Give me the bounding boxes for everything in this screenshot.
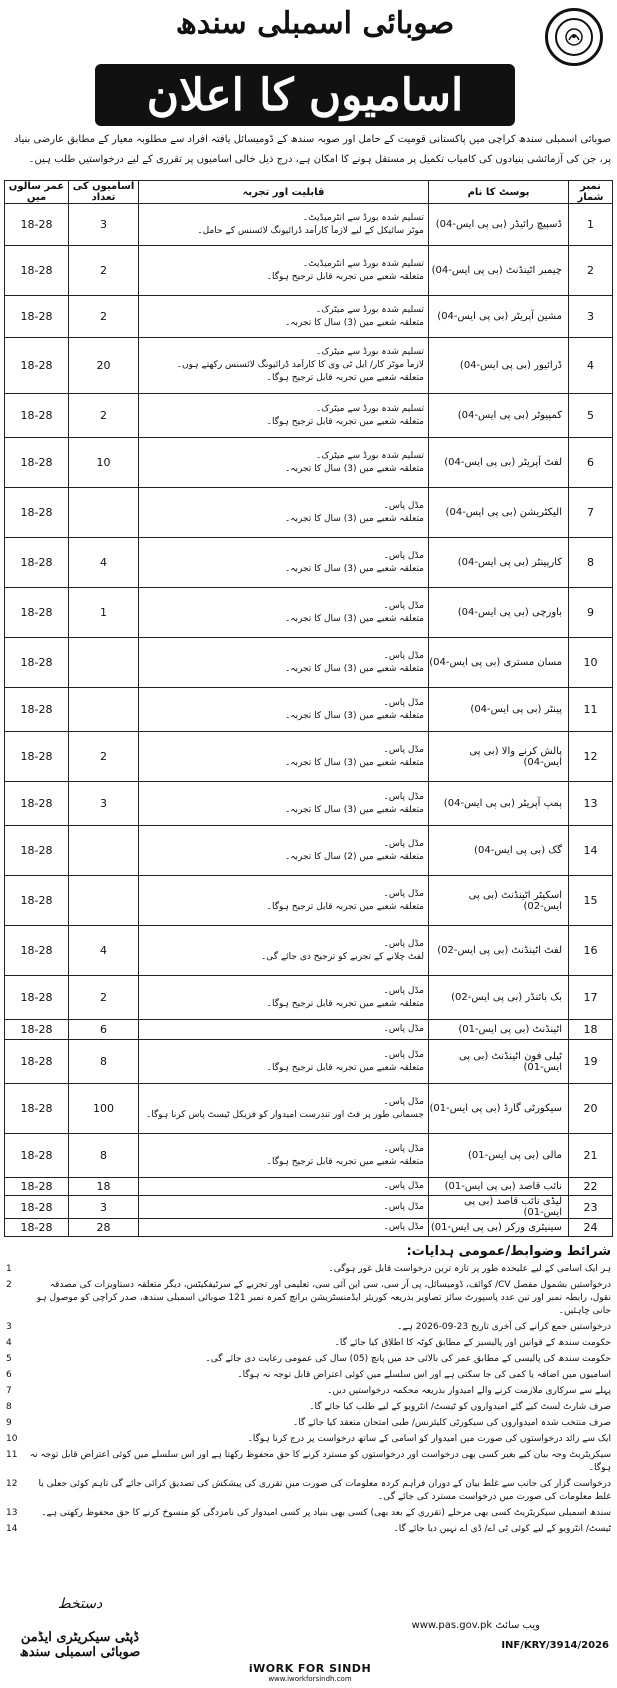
qualification-line: متعلقہ شعبے میں (3) سال کا تجربہ۔	[284, 613, 424, 624]
cell-age: 18-28	[5, 488, 69, 538]
cell-qualification	[139, 1040, 429, 1084]
cell-serial: 21	[569, 1134, 613, 1178]
cell-qualification	[139, 488, 429, 538]
term-number: 14	[6, 1524, 18, 1534]
cell-age: 18-28	[5, 1134, 69, 1178]
term-text: درخواستیں جمع کرانے کی آخری تاریخ 23-09-2026 ہے۔	[397, 1322, 611, 1332]
cell-qualification	[139, 732, 429, 782]
qualification-line: متعلقہ شعبے میں تجربہ قابل ترجیح ہوگا۔	[266, 416, 424, 427]
cell-post-name: اسکیٹر اٹینڈنٹ (بی پی ایس-02)	[429, 876, 569, 926]
qualification-line: تسلیم شدہ بورڈ سے میٹرک۔	[315, 347, 424, 357]
list-item	[6, 1385, 611, 1398]
term-text: حکومت سندھ کے قوانین اور پالیسیز کے مطابق کوٹہ کا اطلاق کیا جائے گا۔	[334, 1338, 611, 1348]
signature-mark: دستخط	[57, 1596, 103, 1612]
seal-inner-icon	[555, 18, 593, 56]
cell-serial: 11	[569, 688, 613, 732]
list-item	[6, 1279, 611, 1318]
table-row	[5, 732, 613, 782]
table-header-row	[5, 181, 613, 204]
table-row	[5, 1040, 613, 1084]
qualification-line: لفٹ چلانے کے تجربے کو ترجیح دی جائے گی۔	[260, 951, 424, 962]
cell-vacancies: 2	[69, 394, 139, 438]
cell-age: 18-28	[5, 782, 69, 826]
qualification-line: لازماً موٹر کار/ ایل ٹی وی کا کارآمد ڈرائیونگ لائسنس رکھتے ہوں۔	[176, 360, 424, 370]
qualification-line: متعلقہ شعبے میں تجربہ قابل ترجیح ہوگا۔	[266, 373, 424, 383]
cell-qualification	[139, 688, 429, 732]
cell-age: 18-28	[5, 638, 69, 688]
cell-post-name: لیڈی نائب قاصد (بی پی ایس-01)	[429, 1196, 569, 1219]
qualification-line: تسلیم شدہ بورڈ سے میٹرک۔	[315, 450, 424, 461]
cell-serial: 17	[569, 976, 613, 1020]
cell-post-name: نائب قاصد (بی پی ایس-01)	[429, 1178, 569, 1196]
cell-serial: 7	[569, 488, 613, 538]
cell-serial: 20	[569, 1084, 613, 1134]
list-item	[6, 1321, 611, 1334]
term-text: صرف شارٹ لسٹ کیے گئے امیدواروں کو ٹیسٹ/ انٹرویو کے لیے طلب کیا جائے گا۔	[309, 1402, 611, 1412]
term-text: ایک سے زائد درخواستوں کی صورت میں امیدوار کو اسامی کے ساتھ درخواست پر درج کرنا ہوگا۔	[247, 1434, 611, 1444]
cell-serial: 6	[569, 438, 613, 488]
table-row	[5, 1134, 613, 1178]
cell-qualification	[139, 782, 429, 826]
cell-vacancies: 28	[69, 1219, 139, 1237]
qualification-line: مڈل پاس۔	[383, 838, 424, 849]
table-row	[5, 638, 613, 688]
cell-age: 18-28	[5, 1178, 69, 1196]
cell-vacancies: 3	[69, 204, 139, 246]
cell-qualification	[139, 204, 429, 246]
cell-post-name: پینٹر (بی پی ایس-04)	[429, 688, 569, 732]
signatory-designation: ڈپٹی سیکریٹری ایڈمن	[20, 1630, 140, 1645]
qualification-line: متعلقہ شعبے میں (3) سال کا تجربہ۔	[284, 663, 424, 674]
table-row	[5, 246, 613, 296]
cell-serial: 9	[569, 588, 613, 638]
term-text: درخواستیں بشمول مفصل CV/ کوائف، ڈومیسائل، پی آر سی، سی این آئی سی، تعلیمی اور تجربے کے سرٹیفکیٹس، دیگر متعلقہ دستاویزات کی مصدقہ نقول، رابطہ نمبر اور تین عدد پاسپورٹ سائز تصاویر بذریعہ کوریئر ایڈمنسٹریشن برانچ کمرہ نمبر 121 صوبائی اسمبلی سندھ، صدر کراچی کو موصول ہو جانی چاہئیں۔	[36, 1280, 611, 1316]
qualification-line: متعلقہ شعبے میں (3) سال کا تجربہ۔	[284, 563, 424, 574]
website-link[interactable]: ویب سائٹ www.pas.gov.pk	[411, 1620, 540, 1631]
list-item	[6, 1369, 611, 1382]
cell-serial: 5	[569, 394, 613, 438]
term-text: ٹیسٹ/ انٹرویو کے لیے کوئی ٹی اے/ ڈی اے نہیں دیا جائے گا۔	[393, 1524, 611, 1534]
cell-qualification	[139, 1178, 429, 1196]
cell-serial: 16	[569, 926, 613, 976]
cell-vacancies: 18	[69, 1178, 139, 1196]
cell-qualification	[139, 438, 429, 488]
term-number: 13	[6, 1508, 18, 1518]
qualification-line: متعلقہ شعبے میں (2) سال کا تجربہ۔	[284, 851, 424, 862]
terms-title: شرائط وضوابط/عمومی ہدایات:	[406, 1244, 611, 1259]
term-number: 6	[6, 1370, 12, 1380]
qualification-line: متعلقہ شعبے میں (3) سال کا تجربہ۔	[284, 463, 424, 474]
cell-age: 18-28	[5, 826, 69, 876]
qualification-line: مڈل پاس۔	[383, 550, 424, 561]
cell-age: 18-28	[5, 1084, 69, 1134]
cell-age: 18-28	[5, 1020, 69, 1040]
cell-age: 18-28	[5, 538, 69, 588]
term-number: 8	[6, 1402, 12, 1412]
cell-qualification	[139, 338, 429, 394]
cell-serial: 13	[569, 782, 613, 826]
announcement-banner: اسامیوں کا اعلان	[95, 64, 515, 126]
term-number: 3	[6, 1322, 12, 1332]
cell-qualification	[139, 1020, 429, 1040]
cell-serial: 14	[569, 826, 613, 876]
cell-post-name: باورچی (بی پی ایس-04)	[429, 588, 569, 638]
cell-post-name: بک بائنڈر (بی پی ایس-02)	[429, 976, 569, 1020]
cell-age: 18-28	[5, 394, 69, 438]
list-item	[6, 1507, 611, 1520]
table-row	[5, 394, 613, 438]
table-row	[5, 688, 613, 732]
cell-age: 18-28	[5, 338, 69, 394]
cell-qualification	[139, 1134, 429, 1178]
cell-age: 18-28	[5, 926, 69, 976]
term-text: ہر ایک اسامی کے لیے علیحدہ طور پر تازہ ترین درخواست قابل غور ہوگی۔	[328, 1264, 611, 1274]
list-item	[6, 1433, 611, 1446]
cell-post-name: مسان مستری (بی پی ایس-04)	[429, 638, 569, 688]
term-number: 9	[6, 1418, 12, 1428]
cell-age: 18-28	[5, 1040, 69, 1084]
table-row	[5, 1219, 613, 1237]
qualification-line: مڈل پاس۔	[383, 744, 424, 755]
cell-qualification	[139, 976, 429, 1020]
qualification-line: مڈل پاس۔	[383, 500, 424, 511]
qualification-line: متعلقہ شعبے میں (3) سال کا تجربہ۔	[284, 757, 424, 768]
qualification-line: مڈل پاس۔	[383, 791, 424, 802]
cell-qualification	[139, 246, 429, 296]
cell-post-name: گک (بی پی ایس-04)	[429, 826, 569, 876]
cell-serial: 3	[569, 296, 613, 338]
cell-post-name: پالش کرنے والا (بی پی ایس-04)	[429, 732, 569, 782]
cell-vacancies: 4	[69, 538, 139, 588]
seal-emblem-icon	[563, 26, 585, 48]
cell-qualification	[139, 296, 429, 338]
cell-post-name: کمپیوٹر (بی پی ایس-04)	[429, 394, 569, 438]
cell-age: 18-28	[5, 438, 69, 488]
cell-serial: 8	[569, 538, 613, 588]
qualification-line: متعلقہ شعبے میں تجربہ قابل ترجیح ہوگا۔	[266, 271, 424, 282]
term-text: صرف منتخب شدہ امیدواروں کی سیکورٹی کلیئرنس/ طبی امتحان منعقد کیا جائے گا۔	[292, 1418, 611, 1428]
brand-name: iWORK FOR SINDH	[248, 1662, 372, 1675]
cell-age: 18-28	[5, 876, 69, 926]
term-number: 2	[6, 1280, 12, 1290]
cell-qualification	[139, 588, 429, 638]
cell-vacancies: 20	[69, 338, 139, 394]
cell-qualification	[139, 876, 429, 926]
table-row	[5, 976, 613, 1020]
cell-vacancies	[69, 688, 139, 732]
cell-vacancies	[69, 638, 139, 688]
cell-serial: 24	[569, 1219, 613, 1237]
cell-post-name: ڈرائیور (بی پی ایس-04)	[429, 338, 569, 394]
table-row	[5, 588, 613, 638]
cell-age: 18-28	[5, 1196, 69, 1219]
table-row	[5, 438, 613, 488]
table-row	[5, 1084, 613, 1134]
cell-age: 18-28	[5, 1219, 69, 1237]
qualification-line: مڈل پاس۔	[383, 985, 424, 996]
qualification-line: مڈل پاس۔	[383, 1222, 424, 1232]
cell-qualification	[139, 1219, 429, 1237]
cell-vacancies	[69, 876, 139, 926]
qualification-line: مڈل پاس۔	[383, 1024, 424, 1034]
reference-number: INF/KRY/3914/2026	[501, 1640, 609, 1651]
signature-block	[10, 1596, 150, 1660]
qualification-line: متعلقہ شعبے میں (3) سال کا تجربہ۔	[284, 804, 424, 815]
cell-post-name: چیمبر اٹینڈنٹ (بی پی ایس-04)	[429, 246, 569, 296]
cell-age: 18-28	[5, 204, 69, 246]
cell-vacancies: 2	[69, 976, 139, 1020]
cell-post-name: ٹیلی فون اٹینڈنٹ (بی پی ایس-01)	[429, 1040, 569, 1084]
table-row	[5, 1196, 613, 1219]
cell-qualification	[139, 826, 429, 876]
cell-vacancies: 2	[69, 296, 139, 338]
qualification-line: مڈل پاس۔	[383, 1143, 424, 1154]
term-number: 10	[6, 1434, 18, 1444]
qualification-line: مڈل پاس۔	[383, 1181, 424, 1191]
cell-post-name: لفٹ آپریٹر (بی پی ایس-04)	[429, 438, 569, 488]
table-row	[5, 296, 613, 338]
table-row	[5, 782, 613, 826]
cell-vacancies: 2	[69, 732, 139, 782]
cell-post-name: پمپ آپریٹر (بی پی ایس-04)	[429, 782, 569, 826]
cell-post-name: کارپینٹر (بی پی ایس-04)	[429, 538, 569, 588]
qualification-line: مڈل پاس۔	[383, 697, 424, 708]
cell-post-name: ڈسپیچ رائیڈر (بی پی ایس-04)	[429, 204, 569, 246]
table-row	[5, 538, 613, 588]
qualification-line: مڈل پاس۔	[383, 938, 424, 949]
term-number: 4	[6, 1338, 12, 1348]
qualification-line: مڈل پاس۔	[383, 888, 424, 899]
list-item	[6, 1417, 611, 1430]
table-row	[5, 204, 613, 246]
cell-qualification	[139, 1084, 429, 1134]
table-row	[5, 826, 613, 876]
term-text: حکومت سندھ کی پالیسی کے مطابق عمر کی بالائی حد میں پانچ (05) سال کی عمومی رعایت دی جائے گی۔	[205, 1354, 611, 1364]
cell-serial: 1	[569, 204, 613, 246]
assembly-title: صوبائی اسمبلی سندھ	[175, 6, 455, 41]
term-number: 5	[6, 1354, 12, 1364]
cell-post-name: مالی (بی پی ایس-01)	[429, 1134, 569, 1178]
cell-vacancies	[69, 826, 139, 876]
qualification-line: مڈل پاس۔	[383, 1049, 424, 1060]
qualification-line: مڈل پاس۔	[383, 1201, 424, 1212]
cell-age: 18-28	[5, 246, 69, 296]
cell-post-name: سینیٹری ورکر (بی پی ایس-01)	[429, 1219, 569, 1237]
table-row	[5, 338, 613, 394]
table-row	[5, 488, 613, 538]
cell-vacancies: 100	[69, 1084, 139, 1134]
cell-age: 18-28	[5, 588, 69, 638]
brand-watermark	[230, 1662, 390, 1683]
qualification-line: تسلیم شدہ بورڈ سے انٹرمیڈیٹ۔	[302, 258, 424, 269]
cell-post-name: الیکٹریشن (بی پی ایس-04)	[429, 488, 569, 538]
cell-vacancies	[69, 488, 139, 538]
header-qualification: قابلیت اور تجربہ	[139, 181, 429, 204]
qualification-line: جسمانی طور پر فٹ اور تندرست امیدوار کو فزیکل ٹیسٹ پاس کرنا ہوگا۔	[146, 1109, 424, 1120]
qualification-line: متعلقہ شعبے میں تجربہ قابل ترجیح ہوگا۔	[266, 901, 424, 912]
table-row	[5, 1178, 613, 1196]
cell-vacancies: 4	[69, 926, 139, 976]
table-row	[5, 876, 613, 926]
cell-serial: 19	[569, 1040, 613, 1084]
cell-serial: 2	[569, 246, 613, 296]
list-item	[6, 1523, 611, 1536]
brand-url[interactable]: www.iworkforsindh.com	[268, 1675, 352, 1683]
table-row	[5, 1020, 613, 1040]
terms-list	[6, 1263, 611, 1536]
qualification-line: مڈل پاس۔	[383, 650, 424, 661]
qualification-line: تسلیم شدہ بورڈ سے میٹرک۔	[315, 304, 424, 315]
cell-vacancies: 6	[69, 1020, 139, 1040]
cell-serial: 4	[569, 338, 613, 394]
cell-post-name: مشین آپریٹر (بی پی ایس-04)	[429, 296, 569, 338]
cell-age: 18-28	[5, 732, 69, 782]
term-text: سیکریٹریٹ وجہ بیان کیے بغیر کسی بھی درخواست اور درخواستوں کو مسترد کرنے کا حق محفوظ رکھتا ہے اور اس سلسلے میں کوئی اعتراض قابل توجہ نہ ہوگا۔	[29, 1450, 611, 1473]
qualification-line: متعلقہ شعبے میں (3) سال کا تجربہ۔	[284, 710, 424, 721]
cell-vacancies: 2	[69, 246, 139, 296]
cell-qualification	[139, 638, 429, 688]
list-item	[6, 1353, 611, 1366]
qualification-line: مڈل پاس۔	[383, 1096, 424, 1107]
header-vacancies: اسامیوں کی تعداد	[69, 181, 139, 204]
cell-post-name: لفٹ اٹینڈنٹ (بی پی ایس-02)	[429, 926, 569, 976]
cell-serial: 15	[569, 876, 613, 926]
qualification-line: متعلقہ شعبے میں تجربہ قابل ترجیح ہوگا۔	[266, 998, 424, 1009]
cell-vacancies: 8	[69, 1040, 139, 1084]
term-number: 11	[6, 1450, 18, 1460]
cell-qualification	[139, 538, 429, 588]
cell-vacancies: 1	[69, 588, 139, 638]
qualification-line: مڈل پاس۔	[383, 600, 424, 611]
cell-vacancies: 8	[69, 1134, 139, 1178]
list-item	[6, 1337, 611, 1350]
cell-vacancies: 10	[69, 438, 139, 488]
cell-age: 18-28	[5, 976, 69, 1020]
cell-serial: 12	[569, 732, 613, 782]
list-item	[6, 1449, 611, 1475]
vacancies-table	[4, 180, 613, 1237]
vacancies-table-body	[5, 204, 613, 1237]
term-text: اسامیوں میں اضافہ یا کمی کی جا سکتی ہے اور اس سلسلے میں کوئی اعتراض قابل توجہ نہ ہوگا۔	[237, 1370, 611, 1380]
intro-paragraph: صوبائی اسمبلی سندھ کراچی میں پاکستانی قومیت کے حامل اور صوبہ سندھ کے ڈومیسائل یافتہ افراد سے مطلوبہ معیار کے مطابق عارضی بنیاد پر، جن کی آزمائشی بنیادوں کی کامیاب تکمیل پر مستقل ہونے کا امکان ہے، درج ذیل خالی اسامیوں پر تقرری کے لیے درخواستیں طلب ہیں۔	[13, 134, 611, 165]
cell-vacancies: 3	[69, 1196, 139, 1219]
terms-section	[6, 1244, 611, 1539]
cell-serial: 10	[569, 638, 613, 688]
cell-qualification	[139, 394, 429, 438]
header-post-name: پوسٹ کا نام	[429, 181, 569, 204]
cell-qualification	[139, 1196, 429, 1219]
header-serial: نمبر شمار	[569, 181, 613, 204]
term-text: پہلے سے سرکاری ملازمت کرنے والے امیدوار بذریعہ محکمہ درخواستیں دیں۔	[327, 1386, 611, 1396]
table-row	[5, 926, 613, 976]
term-text: درخواست گزار کی جانب سے غلط بیان کے دوران فراہم کردہ معلومات کی صورت میں تقرری کی پیشکش کی تصدیق کرائی جائے گی تاہم کوئی جعلی یا غلط معلومات کی صورت میں درخواست مسترد کی جائے گی۔	[38, 1479, 611, 1502]
list-item	[6, 1401, 611, 1414]
cell-serial: 18	[569, 1020, 613, 1040]
cell-age: 18-28	[5, 296, 69, 338]
header-age: عمر سالوں میں	[5, 181, 69, 204]
header	[0, 0, 617, 128]
signatory-office: صوبائی اسمبلی سندھ	[19, 1645, 141, 1660]
term-text: سندھ اسمبلی سیکریٹریٹ کسی بھی مرحلے (تقرری کے بعد بھی) کسی بھی بنیاد پر کسی امیدوار کی نامزدگی کو منسوخ کرنے کا حق محفوظ رکھتی ہے۔	[41, 1508, 611, 1518]
qualification-line: متعلقہ شعبے میں (3) سال کا تجربہ۔	[284, 317, 424, 328]
qualification-line: متعلقہ شعبے میں تجربہ قابل ترجیح ہوگا۔	[266, 1156, 424, 1167]
qualification-line: متعلقہ شعبے میں (3) سال کا تجربہ۔	[284, 513, 424, 524]
cell-serial: 22	[569, 1178, 613, 1196]
cell-post-name: اٹینڈنٹ (بی پی ایس-01)	[429, 1020, 569, 1040]
list-item	[6, 1263, 611, 1276]
term-number: 1	[6, 1264, 12, 1274]
cell-vacancies: 3	[69, 782, 139, 826]
cell-qualification	[139, 926, 429, 976]
cell-age: 18-28	[5, 688, 69, 732]
term-number: 12	[6, 1479, 18, 1489]
cell-post-name: سیکورٹی گارڈ (بی پی ایس-01)	[429, 1084, 569, 1134]
qualification-line: موٹر سائیکل کے لیے لازماً کارآمد ڈرائیونگ لائسنس کے حامل۔	[197, 225, 424, 236]
qualification-line: متعلقہ شعبے میں تجربہ قابل ترجیح ہوگا۔	[266, 1062, 424, 1073]
assembly-seal-icon	[545, 8, 603, 66]
term-number: 7	[6, 1386, 12, 1396]
list-item	[6, 1478, 611, 1504]
cell-serial: 23	[569, 1196, 613, 1219]
qualification-line: تسلیم شدہ بورڈ سے میٹرک۔	[315, 403, 424, 414]
qualification-line: تسلیم شدہ بورڈ سے انٹرمیڈیٹ۔	[302, 212, 424, 223]
